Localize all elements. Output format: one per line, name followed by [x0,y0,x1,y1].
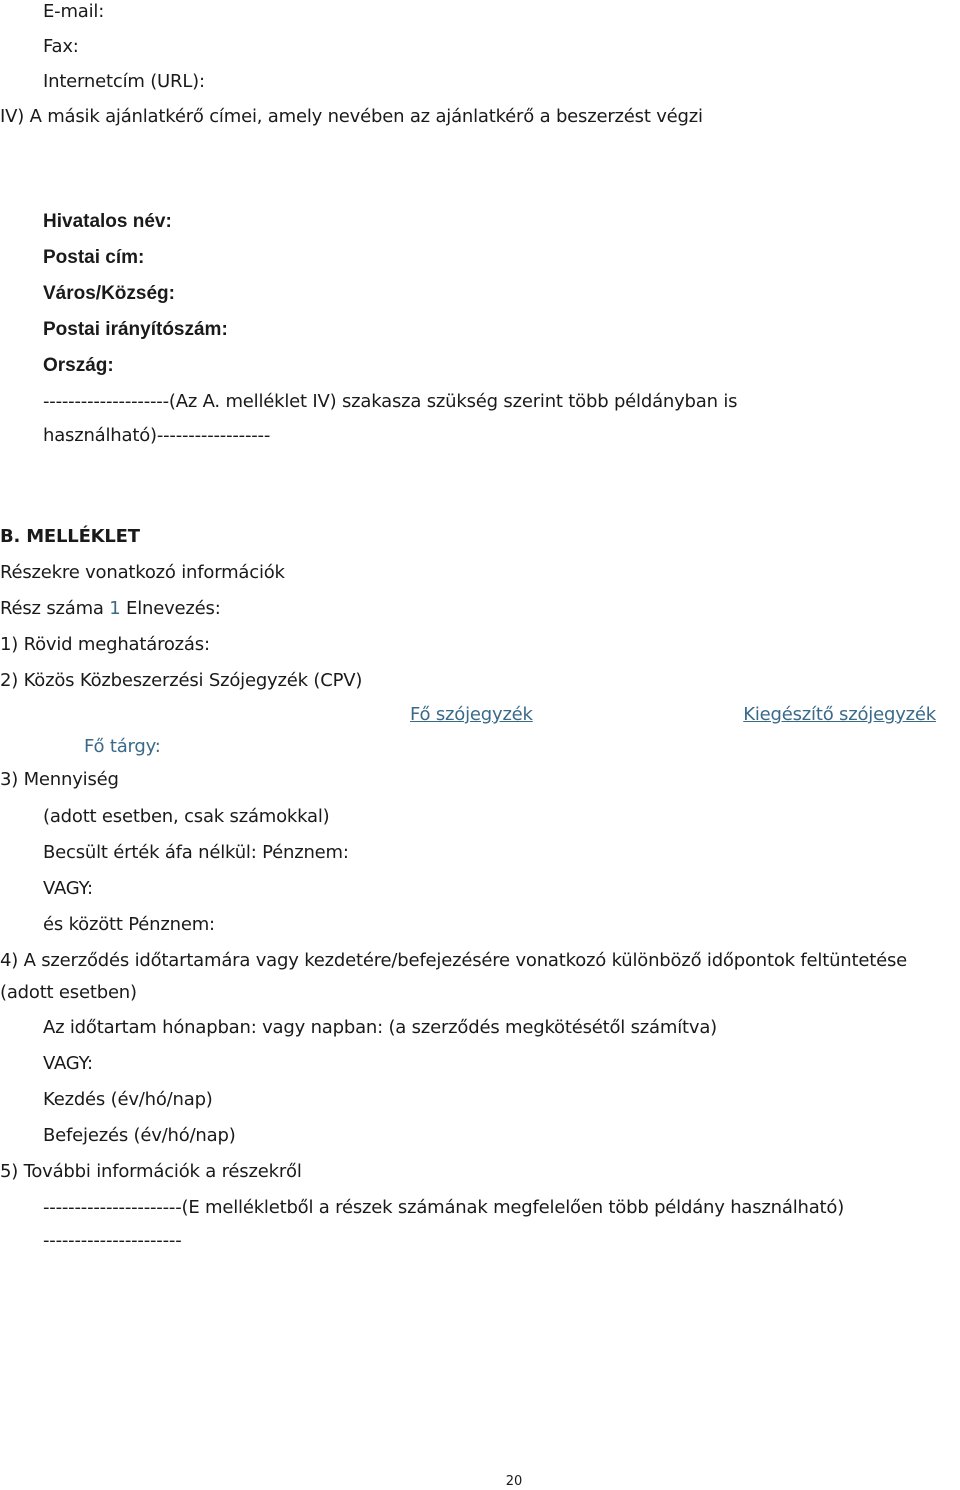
annex-b-subtitle: Részekre vonatkozó információk [0,562,285,583]
duration-label: Az időtartam hónapban: vagy napban: (a szerződés megkötésétől számítva) [43,1017,717,1038]
annex-b-note-line2: ---------------------- [43,1230,182,1251]
section-iv-note-line2: használható)------------------ [43,425,271,446]
url-label: Internetcím (URL): [43,71,205,92]
supplementary-vocabulary-link[interactable]: Kiegészítő szójegyzék [743,704,936,725]
short-description-label: 1) Rövid meghatározás: [0,634,210,655]
part-number-line [0,597,221,621]
or-label-1: VAGY: [43,878,93,899]
or-label-2: VAGY: [43,1053,93,1074]
city-label: Város/Község: [43,283,175,304]
duration-heading-line1: 4) A szerződés időtartamára vagy kezdetére/befejezésére vonatkozó különböző időpontok feltüntetése [0,950,908,971]
duration-heading-line2: (adott esetben) [0,982,137,1003]
end-date-label: Befejezés (év/hó/nap) [43,1125,236,1146]
page-number: 20 [505,1474,523,1489]
main-vocabulary-link[interactable]: Fő szójegyzék [410,704,533,725]
annex-b-note-line1: ----------------------(E mellékletből a részek számának megfelelően több példány használható) [43,1197,845,1218]
cpv-heading: 2) Közös Közbeszerzési Szójegyzék (CPV) [0,670,363,691]
annex-b-title: B. MELLÉKLET [0,526,140,547]
between-label: és között Pénznem: [43,914,215,935]
start-date-label: Kezdés (év/hó/nap) [43,1089,213,1110]
email-label: E-mail: [43,1,105,22]
postal-code-label: Postai irányítószám: [43,319,228,340]
official-name-label: Hivatalos név: [43,211,172,232]
country-label: Ország: [43,355,114,376]
part-number-prefix: Rész száma [0,598,110,619]
additional-info-heading: 5) További információk a részekről [0,1161,302,1182]
quantity-note: (adott esetben, csak számokkal) [43,806,330,827]
section-iv-note-line1: --------------------(Az A. melléklet IV) szakasza szükség szerint több példányban is [43,391,738,412]
quantity-heading: 3) Mennyiség [0,769,119,790]
part-number-value: 1 [109,598,121,619]
main-object-label: Fő tárgy: [84,736,161,757]
fax-label: Fax: [43,36,79,57]
estimated-value-label: Becsült érték áfa nélkül: Pénznem: [43,842,349,863]
postal-address-label: Postai cím: [43,247,145,268]
part-name-label: Elnevezés: [120,598,221,619]
section-iv-heading: IV) A másik ajánlatkérő címei, amely nevében az ajánlatkérő a beszerzést végzi [0,106,703,127]
